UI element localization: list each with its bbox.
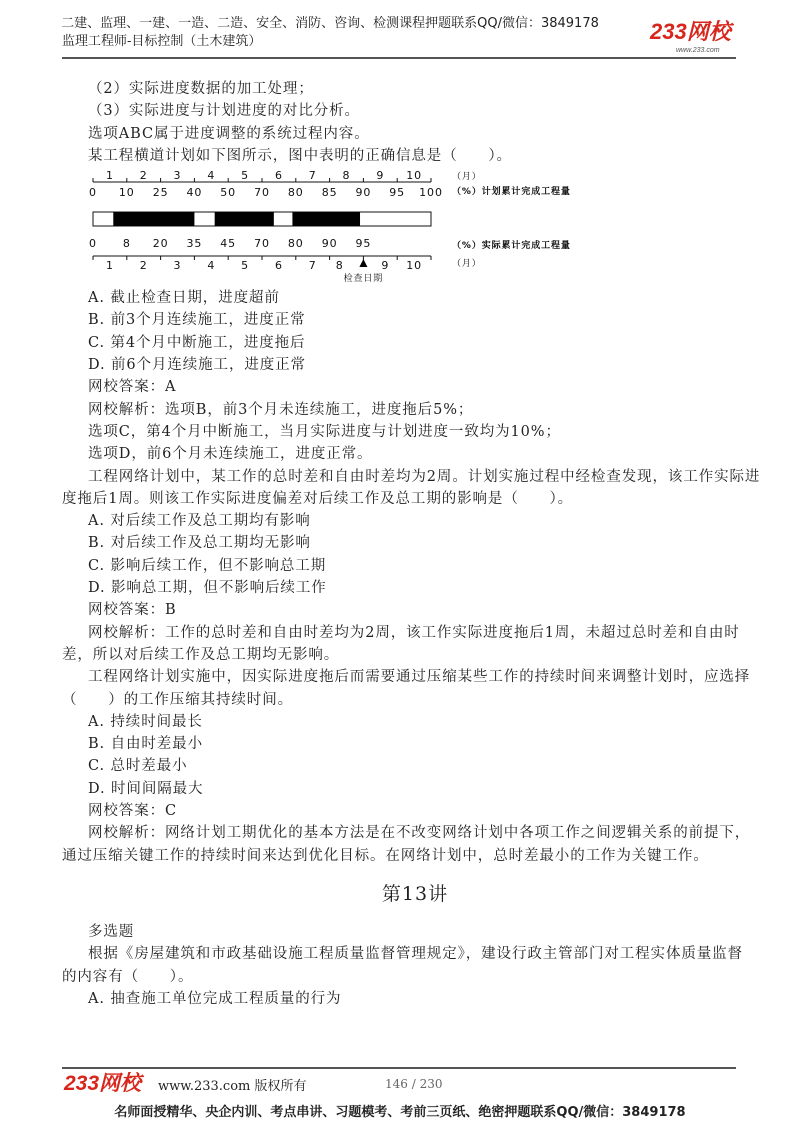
text-line: C. 影响后续工作，但不影响总工期 [88,557,327,574]
tail-lines [62,921,768,1010]
work-segment [113,212,194,226]
planned-pct-label: 90 [355,186,372,200]
bottom-month-label: 9 [381,259,390,273]
document-body [62,78,768,1010]
actual-pct-label: 95 [355,237,372,251]
bottom-month-label: 6 [274,259,283,273]
planned-pct-label: 25 [152,186,169,200]
text-line: 多选题 [88,923,135,940]
top-month-label: 6 [274,169,283,183]
text-line: 选项C，第4个月中断施工，当月实际进度与计划进度一致均为10%； [88,423,561,440]
text-line: 网校答案：C [88,803,177,820]
document-subtitle: 监理工程师-目标控制（土木建筑） [62,34,262,49]
planned-pct-label: 70 [254,186,270,200]
planned-pct-label: 95 [389,186,406,200]
text-line: 网校答案：B [88,602,177,619]
actual-pct-label: 35 [186,237,203,251]
actual-pct-label: 8 [122,237,131,251]
text-line: 网校解析：工作的总时差和自由时差均为2周，该工作实际进度拖后1周，未超过总时差和自由时 [88,624,740,641]
top-month-label: 4 [207,169,216,183]
gantt-chart-svg [80,167,580,287]
bottom-month-label: 4 [207,259,216,273]
bottom-month-label: 2 [139,259,148,273]
text-line: 工程网络计划中，某工作的总时差和自由时差均为2周。计划实施过程中经检查发现，该工作实际进 [88,468,761,485]
planned-pct-label: 85 [321,186,338,200]
text-line: 某工程横道计划如下图所示，图中表明的正确信息是（ ）。 [88,147,512,164]
actual-pct-label: 70 [254,237,270,251]
actual-legend: （%）实际累计完成工程量 [452,241,571,252]
text-line: 的内容有（ ）。 [62,968,194,985]
top-month-label: 10 [406,169,423,183]
planned-legend: （%）计划累计完成工程量 [452,187,571,198]
footer-promo: 名师面授精华、央企内训、考点串讲、习题模考、考前三页纸、绝密押题联系QQ/微信：3849178 [114,1105,686,1120]
month-unit-top: （月） [452,172,482,183]
text-line: 根据《房屋建筑和市政基础设施工程质量监督管理规定》，建设行政主管部门对工程实体质量监督 [88,946,743,963]
text-line: A. 持续时间最长 [88,713,203,730]
intro-lines [62,78,768,167]
text-line: （ ）的工作压缩其持续时间。 [62,691,293,708]
work-segment [215,212,274,226]
text-line: （2）实际进度数据的加工处理； [88,81,314,97]
text-line: 工程网络计划实施中，因实际进度拖后而需要通过压缩某些工作的持续时间来调整计划时，应选择 [88,669,751,686]
top-month-label: 8 [342,169,351,183]
gantt-chart [0,167,768,287]
question-lines [62,287,768,867]
planned-pct-label: 80 [287,186,304,200]
text-line: 网校答案：A [88,379,177,396]
bottom-month-label: 5 [241,259,250,273]
top-month-label: 9 [376,169,385,183]
bottom-month-label: 3 [173,259,182,273]
work-segment [292,212,360,226]
footer-rule [62,1067,736,1069]
text-line: D. 时间间隔最大 [88,780,204,797]
actual-pct-label: 90 [321,237,338,251]
page-number: 146 / 230 [385,1077,443,1091]
planned-pct-label: 50 [220,186,237,200]
actual-pct-label: 0 [89,237,97,251]
text-line: A. 对后续工作及总工期均有影响 [88,513,311,530]
month-unit-bottom: （月） [452,259,482,270]
text-line: 选项D，前6个月未连续施工，进度正常。 [88,446,373,463]
text-line: B. 自由时差最小 [88,736,203,753]
bottom-month-label: 1 [105,259,114,273]
top-month-label: 1 [105,169,114,183]
actual-pct-label: 45 [220,237,237,251]
text-line: 度拖后1周。则该工作实际进度偏差对后续工作及总工期的影响是（ ）。 [62,490,574,507]
text-line: B. 对后续工作及总工期均无影响 [88,535,311,552]
top-month-label: 7 [308,169,317,183]
brand-logo-url: www.233.com [676,47,720,54]
bottom-month-label: 10 [406,259,423,273]
planned-pct-label: 10 [118,186,135,200]
actual-pct-label: 80 [287,237,304,251]
planned-pct-label: 100 [419,186,443,200]
check-date-label: 检查日期 [343,274,384,285]
text-line: C. 总时差最小 [88,758,188,775]
text-line: C. 第4个月中断施工，进度拖后 [88,334,306,351]
text-line: D. 前6个月连续施工，进度正常 [88,357,306,374]
footer-logo: 233网校 [64,1072,142,1095]
actual-pct-label: 20 [152,237,169,251]
bottom-month-label: 8 [335,259,344,273]
planned-pct-label: 40 [186,186,203,200]
text-line: A. 截止检查日期，进度超前 [88,290,280,307]
text-line: D. 影响总工期，但不影响后续工作 [88,580,327,597]
check-date-marker-icon [359,259,367,267]
top-month-label: 3 [173,169,182,183]
text-line: 选项ABC属于进度调整的系统过程内容。 [88,125,370,142]
text-line: 网校解析：选项B，前3个月未连续施工，进度拖后5%； [88,401,474,418]
text-line: A. 抽查施工单位完成工程质量的行为 [88,990,342,1007]
text-line: 网校解析：网络计划工期优化的基本方法是在不改变网络计划中各项工作之间逻辑关系的前提下， [88,825,751,842]
top-month-label: 2 [139,169,148,183]
brand-logo: 233网校 [650,19,731,44]
footer-copyright: www.233.com 版权所有 [158,1079,307,1094]
planned-pct-label: 0 [89,186,97,200]
text-line: 通过压缩关键工作的持续时间来达到优化目标。在网络计划中，总时差最小的工作为关键工作。 [62,847,709,864]
section-heading: 第13讲 [381,882,449,905]
bottom-month-label: 7 [308,259,317,273]
header-promo: 二建、监理、一建、一造、二造、安全、消防、咨询、检测课程押题联系QQ/微信：3849178 [61,16,599,31]
text-line: （3）实际进度与计划进度的对比分析。 [88,103,360,120]
text-line: 差，所以对后续工作及总工期均无影响。 [62,646,340,663]
text-line: B. 前3个月连续施工，进度正常 [88,312,306,329]
header-rule [62,57,736,59]
top-month-label: 5 [241,169,250,183]
